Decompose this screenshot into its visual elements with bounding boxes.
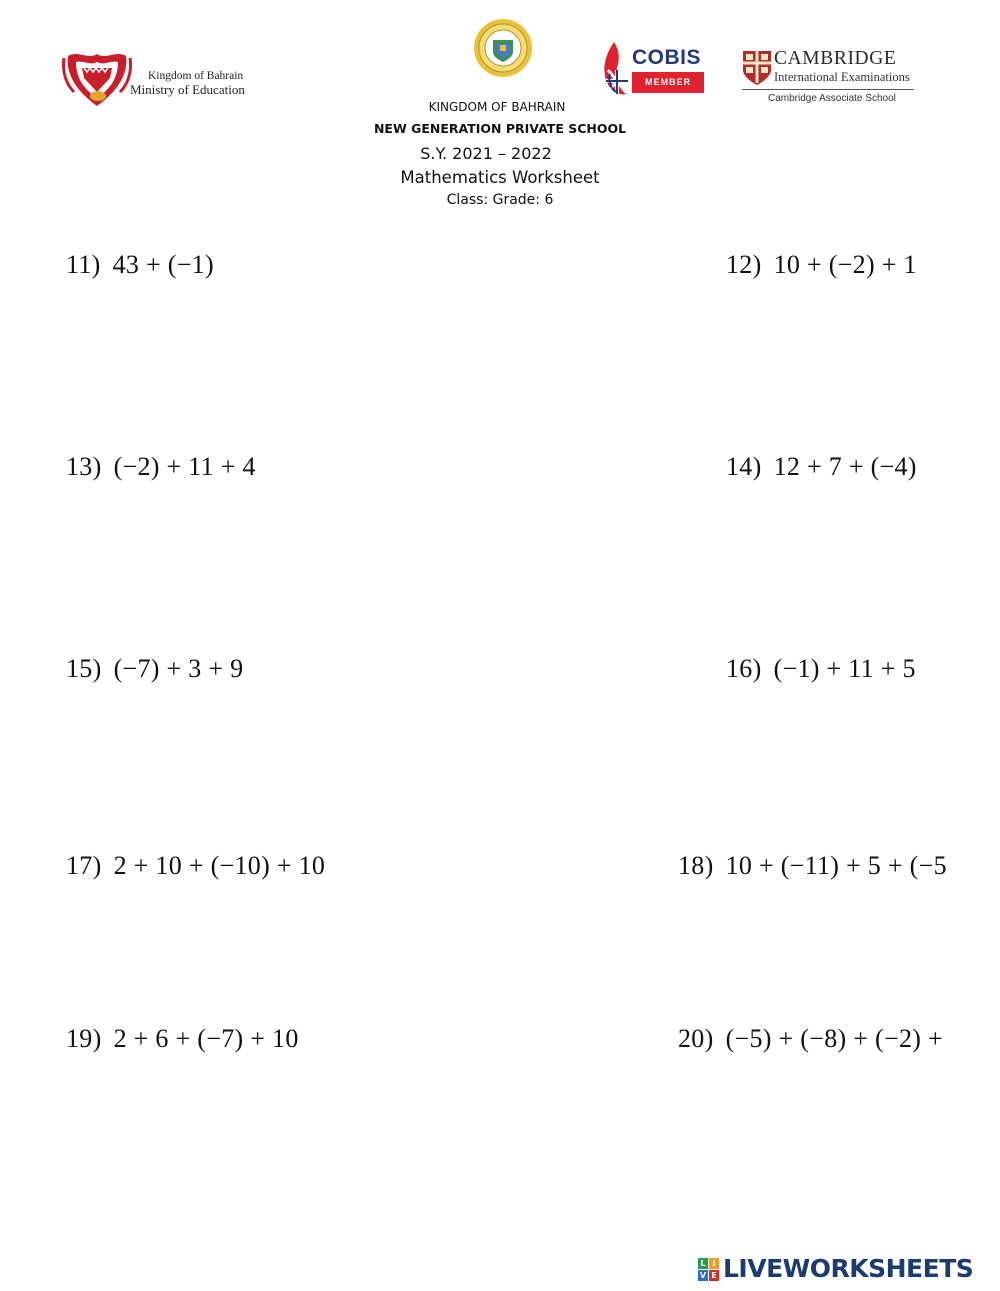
cambridge-associate-label: Cambridge Associate School [768,93,896,104]
problem-number: 11) [66,250,101,279]
cambridge-wordmark: CAMBRIDGE [774,48,897,69]
icon-cell-l: L [698,1258,708,1269]
liveworksheets-icon [698,1258,720,1282]
school-seal-logo [472,18,534,78]
ministry-line-ministry: Ministry of Education [130,82,245,97]
problem-number: 16) [726,654,762,683]
problem-15 [66,654,243,684]
liveworksheets-brand[interactable] [698,1254,994,1286]
problem-expression: (−1) + 11 + 5 [773,654,916,683]
ministry-line-kingdom: Kingdom of Bahrain [148,70,244,82]
header-class: Class: Grade: 6 [446,192,554,208]
problem-number: 19) [66,1024,102,1053]
header-kingdom: KINGDOM OF BAHRAIN [428,100,566,114]
cambridge-logo [742,48,920,108]
problem-expression: 10 + (−11) + 5 + (−5 [725,851,947,880]
problem-expression: 43 + (−1) [112,250,214,279]
problem-number: 12) [726,250,762,279]
problem-17 [66,851,325,881]
problem-expression: 2 + 6 + (−7) + 10 [113,1024,299,1053]
problem-13 [66,452,256,482]
problem-number: 20) [678,1024,714,1053]
problem-19 [66,1024,299,1054]
problem-expression: (−2) + 11 + 4 [113,452,256,481]
problem-11 [66,250,214,280]
icon-cell-v: V [699,1271,707,1280]
cambridge-subtitle: International Examinations [774,70,910,84]
problem-number: 14) [726,452,762,481]
problem-expression: (−5) + (−8) + (−2) + [725,1024,943,1053]
header-subject: Mathematics Worksheet [400,168,600,187]
problem-20 [678,1024,943,1054]
problem-expression: 10 + (−2) + 1 [773,250,917,279]
problem-number: 18) [678,851,714,880]
cambridge-shield-icon [742,50,772,86]
problem-14 [726,452,917,482]
cobis-member-badge: MEMBER [632,72,704,93]
problem-number: 13) [66,452,102,481]
problem-12 [726,250,917,280]
header-school-year: S.Y. 2021 – 2022 [420,144,552,163]
cobis-wordmark: COBIS [632,46,702,69]
icon-cell-i: I [709,1258,719,1269]
school-seal-icon [472,18,534,78]
icon-cell-e: E [709,1270,719,1281]
liveworksheets-wordmark: LIVEWORKSHEETS [723,1254,974,1283]
problem-number: 15) [66,654,102,683]
problem-expression: 2 + 10 + (−10) + 10 [113,851,326,880]
problem-18 [678,851,947,881]
cobis-member-logo [600,40,708,98]
problem-expression: (−7) + 3 + 9 [113,654,244,683]
problem-expression: 12 + 7 + (−4) [773,452,917,481]
cambridge-divider [742,89,914,90]
problem-16 [726,654,916,684]
header-school-name: NEW GENERATION PRIVATE SCHOOL [373,121,627,136]
cobis-flag-icon [600,40,630,98]
problem-number: 17) [66,851,102,880]
